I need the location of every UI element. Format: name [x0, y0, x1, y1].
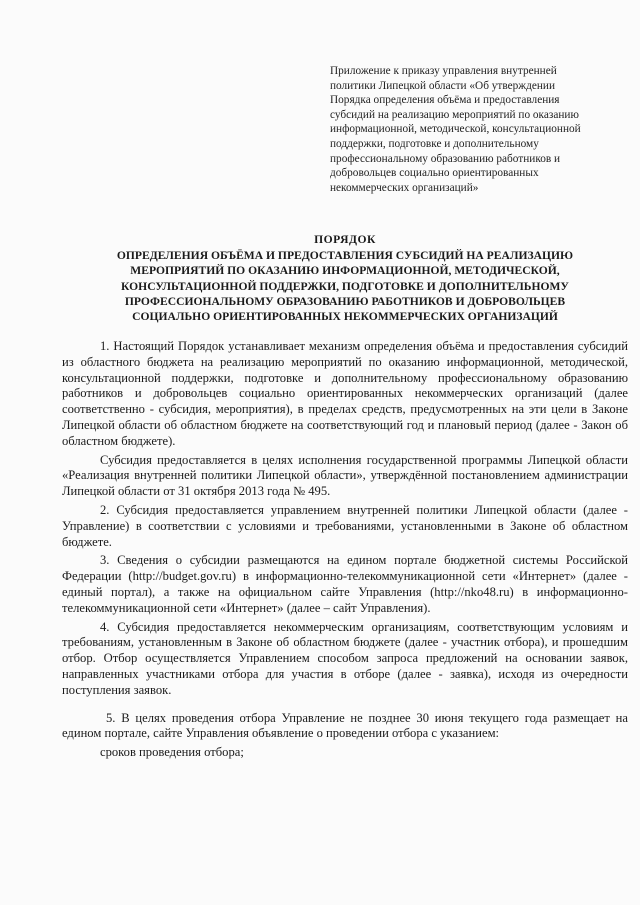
appendix-note [330, 64, 630, 195]
appendix-line: поддержки, подготовке и дополнительному [330, 137, 539, 150]
title-main: ПОРЯДОК [314, 233, 376, 246]
title-line: ПРОФЕССИОНАЛЬНОМУ ОБРАЗОВАНИЮ РАБОТНИКОВ И ДОБРОВОЛЬЦЕВ [124, 294, 566, 308]
appendix-line: Порядка определения объёма и предоставления [330, 94, 560, 107]
paragraph-subsidy-purpose: Субсидия предоставляется в целях исполнения государственной программы Липецкой области «Реализация внутренней политики Липецкой области», утверждённой постановлением администрации Липецкой области от 31 октября 2013 года № 495. [62, 452, 628, 499]
paragraph-5-item: сроков проведения отбора; [100, 745, 244, 760]
title-line: ОПРЕДЕЛЕНИЯ ОБЪЁМА И ПРЕДОСТАВЛЕНИЯ СУБСИДИЙ НА РЕАЛИЗАЦИЮ [116, 249, 574, 263]
document-body [62, 339, 628, 761]
paragraph-3: 3. Сведения о субсидии размещаются на едином портале бюджетной системы Российской Федерации (http://budget.gov.ru) в информационно-телекоммуникационной сети «Интернет» (далее - единый портал), а также на официальном сайте Управления (http://nko48.ru) в информационно-телекоммуникационной сети «Интернет» (далее – сайт Управления). [62, 553, 628, 615]
title-line: МЕРОПРИЯТИЙ ПО ОКАЗАНИЮ ИНФОРМАЦИОННОЙ, МЕТОДИЧЕСКОЙ, [130, 264, 560, 278]
paragraph-5: 5. В целях проведения отбора Управление не позднее 30 июня текущего года размещает на едином портале, сайте Управления объявление о проведении отбора с указанием: [62, 710, 628, 741]
appendix-line: добровольцев социально ориентированных [330, 167, 539, 180]
title-line: КОНСУЛЬТАЦИОННОЙ ПОДДЕРЖКИ, ПОДГОТОВКЕ И ДОПОЛНИТЕЛЬНОМУ [121, 279, 569, 293]
appendix-line: Приложение к приказу управления внутренней [330, 65, 557, 77]
appendix-line: информационной, методической, консультационной [330, 123, 581, 136]
title-line: СОЦИАЛЬНО ОРИЕНТИРОВАННЫХ НЕКОММЕРЧЕСКИХ ОРГАНИЗАЦИЙ [132, 310, 558, 324]
appendix-line: субсидий на реализацию мероприятий по оказанию [330, 108, 579, 121]
document-title [40, 232, 640, 324]
paragraph-2: 2. Субсидия предоставляется управлением внутренней политики Липецкой области (далее - Управление) в соответствии с условиями и требованиями, установленными в Законе об областном бюджете. [62, 502, 628, 549]
appendix-line: некоммерческих организаций» [330, 181, 479, 194]
paragraph-4: 4. Субсидия предоставляется некоммерческим организациям, соответствующим условиям и требованиям, установленным в Законе об областном бюджете (далее - участник отбора), и прошедшим отбор. Отбор осуществляется Управлением способом запроса предложений на основании заявок, направленных участниками отбора для участия в отборе (далее - заявка), исходя из очередности поступления заявок. [62, 619, 628, 697]
appendix-line: профессиональному образованию работников и [330, 152, 561, 165]
paragraph-1: 1. Настоящий Порядок устанавливает механизм определения объёма и предоставления субсидий из областного бюджета на реализацию мероприятий по оказанию информационной, методической, консультационной поддержки, подготовке и дополнительному профессиональному образованию работников и добровольцев социально ориентированных некоммерческих организаций (далее соответственно - субсидия, мероприятия), в пределах средств, предусмотренных на эти цели в Законе Липецкой области об областном бюджете на соответствующий год и плановый период (далее - Закон об областном бюджете). [62, 339, 628, 448]
appendix-line: политики Липецкой области «Об утверждении [330, 79, 555, 92]
